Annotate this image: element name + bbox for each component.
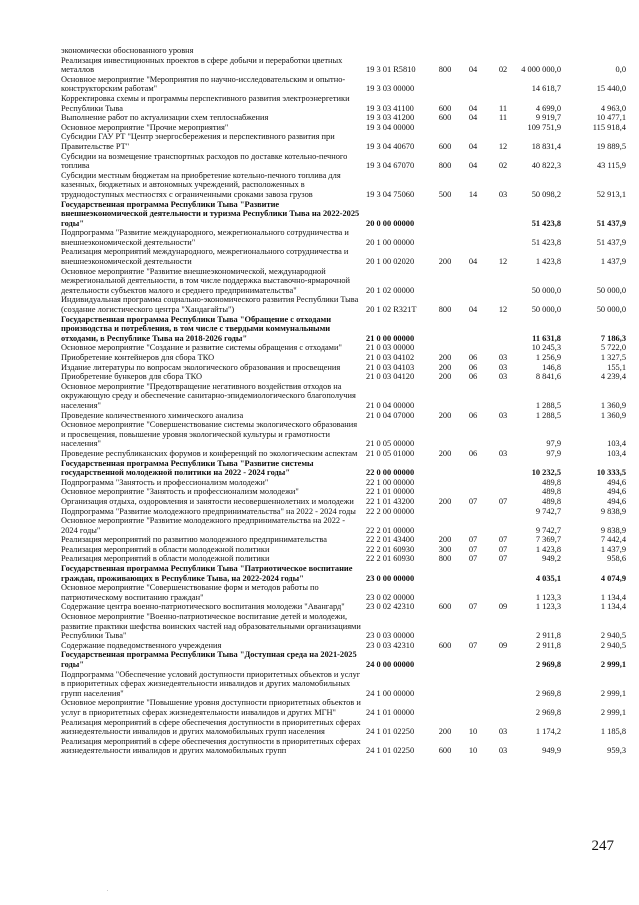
row-sum-year2: 7 186,3	[600, 333, 626, 343]
row-section: 04	[468, 65, 478, 75]
row-sum-year1: 1 288,5	[535, 400, 561, 410]
row-sum-year2: 2 940,5	[600, 631, 626, 641]
row-code: 19 3 04 00000	[366, 122, 415, 132]
row-expense-type: 200	[438, 257, 452, 267]
row-code: 19 3 03 41200	[366, 113, 415, 123]
row-code: 21 0 03 04120	[366, 372, 415, 382]
row-code: 22 1 01 43200	[366, 496, 415, 506]
table-row	[0, 46, 639, 56]
row-sum-year2: 1 134,4	[600, 592, 626, 602]
row-section: 04	[468, 161, 478, 171]
row-expense-type: 200	[438, 727, 452, 737]
row-sum-year1: 40 822,3	[531, 161, 561, 171]
row-sum-year1: 489,8	[542, 487, 561, 497]
table-row	[0, 56, 639, 75]
row-sum-year1: 1 256,9	[535, 353, 561, 362]
row-sum-year1: 2 969,8	[535, 688, 561, 698]
row-section: 07	[468, 535, 478, 545]
row-sum-year1: 50 098,2	[531, 189, 561, 199]
row-name: Приобретение контейнеров для сбора ТКО	[61, 353, 215, 362]
row-sum-year2: 19 889,5	[596, 141, 626, 151]
row-code: 22 2 00 00000	[366, 506, 415, 516]
row-section: 10	[468, 746, 478, 756]
row-name: Основное мероприятие "Предотвращение негативного воздействия отходов на окружающую среду и обеспечение санитарно-эпидемиологического благополучия населения"	[61, 381, 356, 410]
row-sum-year1: 1 123,3	[535, 602, 561, 612]
table-row	[0, 75, 639, 94]
row-code: 20 1 00 00000	[366, 237, 415, 247]
row-subsection: 12	[498, 141, 508, 151]
row-sum-year2: 958,6	[607, 554, 626, 564]
table-row	[0, 94, 639, 113]
row-name: Основное мероприятие "Совершенствование форм и методов работы по патриотическому воспитанию граждан"	[61, 583, 319, 602]
row-code: 19 3 04 75060	[366, 189, 415, 199]
row-section: 07	[468, 640, 478, 650]
row-sum-year2: 2 999,1	[600, 707, 626, 717]
row-name: Субсидии на возмещение транспортных расходов по доставке котельно-печного топлива	[61, 151, 348, 171]
table-row	[0, 459, 639, 478]
row-name: Основное мероприятие "Мероприятия по научно-исследовательским и опытно-конструкторским работам"	[61, 74, 346, 94]
row-subsection: 12	[498, 305, 508, 315]
row-expense-type: 800	[438, 305, 452, 315]
row-name: Государственная программа Республики Тыва "Развитие внешнеэкономической деятельности и туризма Республики Тыва на 2022-2025 годы"	[61, 199, 360, 228]
row-sum-year1: 11 631,8	[532, 333, 561, 343]
table-row	[0, 247, 639, 266]
row-code: 19 3 04 40670	[366, 141, 415, 151]
row-sum-year2: 9 838,9	[600, 506, 626, 516]
row-name: Основное мероприятие "Прочие мероприятия"	[61, 122, 229, 132]
row-sum-year2: 15 440,0	[596, 84, 626, 94]
row-code: 24 1 01 02250	[366, 746, 415, 756]
row-sum-year2: 2 999,1	[600, 688, 626, 698]
row-section: 07	[468, 496, 478, 506]
row-subsection: 03	[498, 362, 508, 372]
table-row	[0, 545, 639, 555]
row-name: Индивидуальная программа социально-экономического развития Республики Тыва (создание логистического центра "Хандагайты")	[61, 295, 359, 315]
table-row	[0, 171, 639, 200]
row-name: Подпрограмма "Занятость и профессионализм молодежи"	[61, 477, 269, 487]
row-sum-year1: 2 911,8	[536, 640, 561, 650]
table-row	[0, 612, 639, 641]
table-row	[0, 315, 639, 344]
row-code: 22 2 01 60930	[366, 544, 415, 554]
row-sum-year1: 4 699,0	[535, 103, 561, 113]
row-sum-year2: 10 477,1	[596, 113, 626, 123]
row-section: 07	[468, 602, 478, 612]
row-subsection: 11	[498, 113, 508, 123]
table-row	[0, 497, 639, 507]
row-sum-year2: 9 838,9	[600, 525, 626, 535]
row-section: 04	[468, 305, 478, 315]
row-sum-year2: 10 333,5	[596, 468, 626, 478]
row-sum-year2: 2 940,5	[600, 640, 626, 650]
table-row	[0, 411, 639, 421]
row-sum-year1: 109 751,9	[527, 122, 561, 132]
row-sum-year1: 949,2	[542, 554, 561, 564]
row-sum-year2: 4 074,9	[600, 573, 626, 583]
table-row	[0, 295, 639, 314]
row-section: 10	[468, 727, 478, 737]
row-sum-year1: 10 232,5	[531, 468, 561, 478]
row-sum-year1: 8 841,6	[535, 372, 561, 382]
row-code: 24 1 01 00000	[366, 707, 415, 717]
table-row	[0, 516, 639, 535]
row-sum-year2: 1 134,4	[600, 602, 626, 612]
row-expense-type: 600	[438, 103, 452, 113]
row-expense-type: 600	[438, 113, 452, 123]
row-sum-year1: 97,9	[546, 448, 561, 458]
row-sum-year2: 1 327,5	[600, 353, 626, 362]
row-name: Государственная программа Республики Тыва "Обращение с отходами производства и потребления, в том числе с твердыми коммунальными отходами, в Республике Тыва на 2018-2026 годы"	[61, 314, 332, 343]
table-row	[0, 228, 639, 247]
table-row	[0, 487, 639, 497]
row-sum-year2: 155,1	[607, 362, 626, 372]
row-name: Содержание центра военно-патриотического воспитания молодежи "Авангард"	[61, 602, 345, 612]
row-name: Подпрограмма "Развитие молодежного предпринимательства" на 2022 - 2024 годы	[61, 506, 356, 516]
row-sum-year1: 2 969,8	[535, 660, 561, 669]
table-row	[0, 670, 639, 699]
row-name: Основное мероприятие "Создание и развитие системы обращения с отходами"	[61, 343, 342, 353]
row-expense-type: 300	[438, 544, 452, 554]
row-code: 21 0 05 01000	[366, 448, 415, 458]
row-sum-year1: 10 245,3	[531, 343, 561, 353]
row-code: 20 1 02 00000	[366, 285, 415, 295]
table-row	[0, 200, 639, 229]
row-expense-type: 200	[438, 496, 452, 506]
row-sum-year1: 146,8	[542, 362, 561, 372]
row-name: Подпрограмма "Развитие международного, межрегионального сотрудничества и внешнеэкономической деятельности"	[61, 228, 349, 247]
row-subsection: 07	[498, 554, 508, 564]
row-code: 19 3 03 00000	[366, 84, 415, 94]
row-name: Субсидии ГАУ РТ "Центр энергосбережения и перспективного развития при Правительстве РТ"	[61, 132, 335, 151]
row-name: Основное мероприятие "Повышение уровня доступности приоритетных объектов и услуг в приоритетных сферах жизнедеятельности инвалидов и других МГН"	[61, 698, 361, 717]
row-name: Проведение количественного химического анализа	[61, 410, 244, 420]
table-row	[0, 698, 639, 717]
table-row	[0, 718, 639, 737]
row-sum-year2: 2 999,1	[600, 660, 626, 669]
row-code: 22 1 00 00000	[366, 477, 415, 487]
row-sum-year2: 959,3	[607, 746, 626, 756]
row-name: Издание литературы по вопросам экологического образования и просвещения	[61, 362, 341, 372]
row-name: Реализация мероприятий по развитию молодежного предпринимательства	[61, 535, 327, 545]
row-expense-type: 600	[438, 746, 452, 756]
row-sum-year1: 9 742,7	[535, 525, 561, 535]
row-code: 22 2 01 43400	[366, 535, 415, 545]
row-sum-year1: 51 423,8	[531, 237, 561, 247]
table-row	[0, 564, 639, 583]
table-row	[0, 267, 639, 296]
row-expense-type: 600	[438, 602, 452, 612]
row-sum-year2: 494,6	[607, 477, 626, 487]
row-name: Содержание подведомственного учреждения	[61, 640, 222, 650]
row-section: 06	[468, 448, 478, 458]
row-sum-year1: 1 174,2	[535, 727, 561, 737]
page-number: 247	[591, 838, 614, 854]
row-name: Основное мероприятие "Занятость и профессионализм молодежи"	[61, 487, 299, 497]
row-sum-year2: 50 000,0	[596, 305, 626, 315]
row-sum-year2: 4 963,0	[600, 103, 626, 113]
row-subsection: 09	[498, 640, 508, 650]
row-name: Корректировка схемы и программы перспективного развития электроэнергетики Республики Тыва	[61, 93, 350, 113]
row-subsection: 07	[498, 496, 508, 506]
row-name: Реализация мероприятий в сфере обеспечения доступности в приоритетных сферах жизнедеятельности инвалидов и других маломобильных групп населения	[61, 717, 361, 737]
row-sum-year1: 50 000,0	[531, 305, 561, 315]
row-sum-year2: 1 360,9	[600, 400, 626, 410]
table-row	[0, 449, 639, 459]
table-row	[0, 152, 639, 171]
row-code: 23 0 03 00000	[366, 631, 415, 641]
row-sum-year2: 0,0	[615, 65, 626, 75]
table-row	[0, 602, 639, 612]
row-subsection: 02	[498, 161, 508, 171]
table-row	[0, 123, 639, 133]
row-sum-year2: 1 437,9	[600, 257, 626, 267]
table-row	[0, 372, 639, 382]
row-code: 23 0 03 42310	[366, 640, 415, 650]
row-name: Основное мероприятие "Совершенствование системы экологического образования и просвещения, повышение уровня экологической культуры и грамотности населения"	[61, 420, 358, 449]
row-expense-type: 200	[438, 535, 452, 545]
row-sum-year1: 14 618,7	[531, 84, 561, 94]
row-sum-year1: 51 423,8	[531, 218, 561, 228]
row-sum-year1: 489,8	[542, 477, 561, 487]
row-name: экономически обоснованного уровня	[61, 46, 194, 55]
table-row	[0, 343, 639, 353]
row-sum-year2: 494,6	[607, 496, 626, 506]
row-code: 19 3 04 67070	[366, 161, 415, 171]
row-sum-year1: 7 369,7	[535, 535, 561, 545]
row-sum-year1: 949,9	[542, 746, 561, 756]
row-name: Реализация мероприятий международного, межрегионального сотрудничества и внешнеэкономической деятельности	[61, 247, 349, 267]
row-code: 21 0 03 04102	[366, 353, 415, 362]
row-code: 24 1 01 02250	[366, 727, 415, 737]
row-code: 19 3 01 R5810	[366, 65, 416, 75]
row-sum-year2: 52 913,1	[596, 189, 626, 199]
row-sum-year2: 103,4	[607, 448, 626, 458]
row-code: 20 1 02 R321T	[366, 305, 417, 315]
row-sum-year2: 4 239,4	[600, 372, 626, 382]
row-expense-type: 600	[438, 640, 452, 650]
row-section: 07	[468, 544, 478, 554]
table-row	[0, 737, 639, 756]
row-name: Проведение республиканских форумов и конференций по экологическим аспектам	[61, 448, 358, 458]
row-sum-year2: 1 360,9	[600, 410, 626, 420]
row-section: 06	[468, 410, 478, 420]
table-row	[0, 382, 639, 411]
row-sum-year2: 1 185,8	[600, 727, 626, 737]
row-name: Основное мероприятие "Развитие внешнеэкономической, международной межрегиональной деятельности, в том числе поддержка выставочно-ярмарочной деятельности субъектов малого и среднего предпринимательства"	[61, 266, 350, 295]
row-code: 21 0 03 04103	[366, 362, 415, 372]
row-code: 22 1 01 00000	[366, 487, 415, 497]
row-code: 22 2 01 00000	[366, 525, 415, 535]
row-section: 04	[468, 103, 478, 113]
table-row	[0, 583, 639, 602]
table-row	[0, 420, 639, 449]
row-name: Субсидии местным бюджетам на приобретение котельно-печного топлива для казенных, бюджетных и автономных учреждений, расположенных в труднодоступных местностях с ограниченными сроками завоза грузов	[61, 170, 341, 199]
row-sum-year1: 97,9	[546, 439, 561, 449]
row-code: 21 0 04 00000	[366, 400, 415, 410]
table-row	[0, 641, 639, 651]
row-code: 22 0 00 00000	[366, 468, 415, 478]
row-sum-year2: 43 115,9	[596, 161, 626, 171]
row-name: Основное мероприятие "Развитие молодежного предпринимательства на 2022 - 2024 годы"	[61, 516, 345, 535]
scan-speck	[107, 890, 108, 891]
table-row	[0, 478, 639, 488]
row-expense-type: 500	[438, 189, 452, 199]
row-expense-type: 800	[438, 554, 452, 564]
row-subsection: 11	[498, 103, 508, 113]
table-row	[0, 650, 639, 669]
row-subsection: 03	[498, 189, 508, 199]
row-section: 04	[468, 113, 478, 123]
row-name: Реализация инвестиционных проектов в сфере добычи и переработки цветных металлов	[61, 55, 343, 75]
table-row	[0, 113, 639, 123]
row-sum-year2: 5 722,0	[600, 343, 626, 353]
row-sum-year2: 1 437,9	[600, 544, 626, 554]
row-subsection: 09	[498, 602, 508, 612]
table-row	[0, 535, 639, 545]
row-sum-year2: 50 000,0	[596, 285, 626, 295]
row-sum-year2: 494,6	[607, 487, 626, 497]
row-name: Подпрограмма "Обеспечение условий доступности приоритетных объектов и услуг в приоритетных сферах жизнедеятельности инвалидов и других маломобильных групп населения"	[61, 669, 361, 698]
row-code: 21 0 04 07000	[366, 410, 415, 420]
row-name: Выполнение работ по актуализации схем теплоснабжения	[61, 113, 269, 123]
row-code: 23 0 02 00000	[366, 592, 415, 602]
row-sum-year1: 1 423,8	[535, 544, 561, 554]
row-subsection: 07	[498, 544, 508, 554]
row-expense-type: 200	[438, 410, 452, 420]
row-code: 21 0 03 00000	[366, 343, 415, 353]
row-subsection: 07	[498, 535, 508, 545]
row-code: 19 3 03 41100	[366, 103, 414, 113]
row-code: 21 0 05 00000	[366, 439, 415, 449]
row-sum-year1: 2 911,8	[536, 631, 561, 641]
table-row	[0, 507, 639, 517]
row-section: 04	[468, 141, 478, 151]
row-name: Государственная программа Республики Тыва "Доступная среда на 2021-2025 годы"	[61, 650, 357, 669]
row-sum-year1: 50 000,0	[531, 285, 561, 295]
row-subsection: 03	[498, 727, 508, 737]
table-row	[0, 554, 639, 564]
row-code: 24 0 00 00000	[366, 660, 415, 669]
row-subsection: 12	[498, 257, 508, 267]
row-sum-year2: 7 442,4	[600, 535, 626, 545]
row-expense-type: 200	[438, 362, 452, 372]
row-subsection: 02	[498, 65, 508, 75]
row-section: 06	[468, 353, 478, 362]
row-sum-year1: 489,8	[542, 496, 561, 506]
row-subsection: 03	[498, 353, 508, 362]
table-row	[0, 132, 639, 151]
row-subsection: 03	[498, 372, 508, 382]
row-name: Реализация мероприятий в сфере обеспечения доступности в приоритетных сферах жизнедеятельности инвалидов и других маломобильных групп	[61, 736, 361, 756]
table-row	[0, 363, 639, 373]
row-code: 24 1 00 00000	[366, 688, 415, 698]
row-section: 06	[468, 362, 478, 372]
row-name: Основное мероприятие "Военно-патриотическое воспитание детей и молодежи, развитие практики шефства воинских частей над образовательными организациями Республики Тыва"	[61, 612, 361, 641]
row-expense-type: 200	[438, 353, 452, 362]
row-sum-year1: 1 423,8	[535, 257, 561, 267]
row-subsection: 03	[498, 410, 508, 420]
row-code: 22 2 01 60930	[366, 554, 415, 564]
row-section: 14	[468, 189, 478, 199]
row-sum-year2: 51 437,9	[596, 237, 626, 247]
row-section: 04	[468, 257, 478, 267]
row-subsection: 03	[498, 448, 508, 458]
row-name: Реализация мероприятий в области молодежной политики	[61, 544, 270, 554]
row-expense-type: 200	[438, 372, 452, 382]
row-sum-year2: 51 437,9	[596, 218, 626, 228]
row-sum-year2: 115 918,4	[592, 122, 626, 132]
row-sum-year2: 103,4	[607, 439, 626, 449]
row-sum-year1: 1 123,3	[535, 592, 561, 602]
row-expense-type: 600	[438, 141, 452, 151]
row-name: Приобретение бункеров для сбора ТКО	[61, 372, 203, 382]
row-section: 06	[468, 372, 478, 382]
row-code: 21 0 00 00000	[366, 333, 415, 343]
row-code: 23 0 00 00000	[366, 573, 415, 583]
row-sum-year1: 4 000 000,0	[521, 65, 561, 75]
table-row	[0, 353, 639, 363]
row-sum-year1: 1 288,5	[535, 410, 561, 420]
row-sum-year1: 4 035,1	[535, 573, 561, 583]
budget-table	[0, 46, 639, 756]
row-code: 23 0 02 42310	[366, 602, 415, 612]
row-subsection: 03	[498, 746, 508, 756]
row-name: Организация отдыха, оздоровления и занятости несовершеннолетних и молодежи	[61, 496, 354, 506]
row-name: Государственная программа Республики Тыва "Патриотическое воспитание граждан, проживающих в Республике Тыва, на 2022-2024 годы"	[61, 564, 353, 583]
row-expense-type: 800	[438, 161, 452, 171]
row-sum-year1: 2 969,8	[535, 707, 561, 717]
row-sum-year1: 18 831,4	[531, 141, 561, 151]
row-sum-year1: 9 919,7	[535, 113, 561, 123]
row-section: 07	[468, 554, 478, 564]
row-name: Государственная программа Республики Тыва "Развитие системы государственной молодежной политики на 2022 - 2024 годы"	[61, 458, 314, 478]
row-code: 20 1 00 02020	[366, 257, 415, 267]
row-sum-year1: 9 742,7	[535, 506, 561, 516]
row-name: Реализация мероприятий в области молодежной политики	[61, 554, 270, 564]
row-expense-type: 200	[438, 448, 452, 458]
row-expense-type: 800	[438, 65, 452, 75]
row-code: 20 0 00 00000	[366, 218, 415, 228]
